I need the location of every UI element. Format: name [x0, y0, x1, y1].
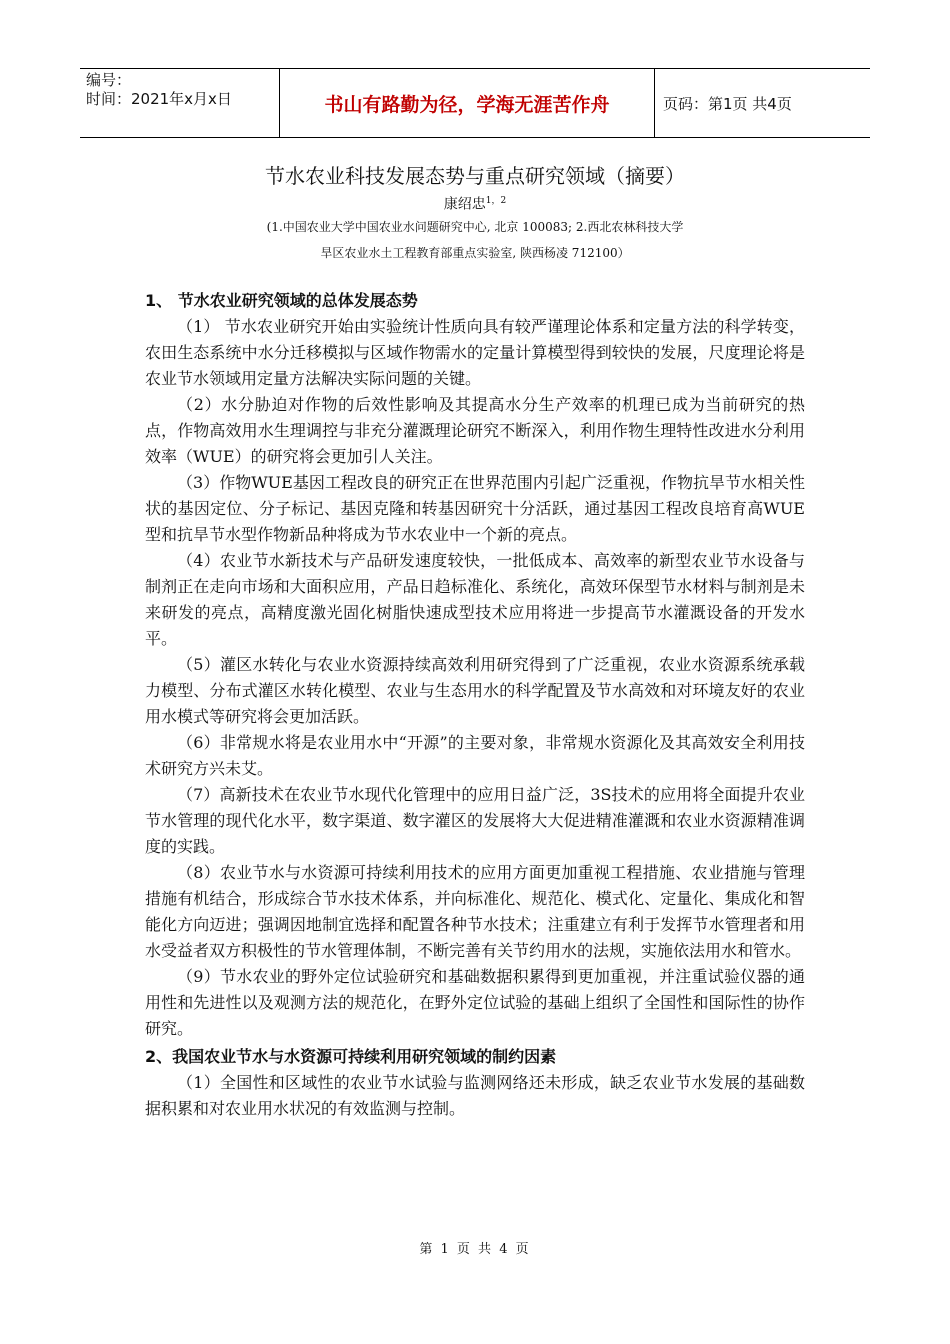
section-1-heading: 1、 节水农业研究领域的总体发展态势	[145, 291, 418, 310]
header-page-label: 页码：第1页 共4页	[663, 94, 792, 113]
paragraph: （5）灌区水转化与农业水资源持续高效利用研究得到了广泛重视，农业水资源系统承载力模型、分布式灌区水转化模型、农业与生态用水的科学配置及节水高效和对环境友好的农业用水模式等研究将会更加活跃。	[145, 655, 805, 726]
header-meta	[80, 69, 280, 137]
section-2-heading: 2、我国农业节水与水资源可持续利用研究领域的制约因素	[145, 1047, 557, 1066]
header-motto: 书山有路勤为径，学海无涯苦作舟	[280, 69, 655, 137]
paragraph: （3）作物WUE基因工程改良的研究正在世界范围内引起广泛重视，作物抗旱节水相关性状的基因定位、分子标记、基因克隆和转基因研究十分活跃，通过基因工程改良培育高WUE型和抗旱节水型作物新品种将成为节水农业中一个新的亮点。	[145, 473, 805, 544]
paragraph: （6）非常规水将是农业用水中“开源”的主要对象，非常规水资源化及其高效安全利用技术研究方兴未艾。	[145, 733, 805, 778]
paragraph: （9）节水农业的野外定位试验研究和基础数据积累得到更加重视，并注重试验仪器的通用性和先进性以及观测方法的规范化，在野外定位试验的基础上组织了全国性和国际性的协作研究。	[145, 967, 805, 1038]
paragraph: （7）高新技术在农业节水现代化管理中的应用日益广泛，3S技术的应用将全面提升农业节水管理的现代化水平，数字渠道、数字灌区的发展将大大促进精准灌溉和农业水资源精准调度的实践。	[145, 785, 805, 856]
paragraph: （8）农业节水与水资源可持续利用技术的应用方面更加重视工程措施、农业措施与管理措施有机结合，形成综合节水技术体系，并向标准化、规范化、模式化、定量化、集成化和智能化方向迈进；强调因地制宜选择和配置各种节水技术；注重建立有利于发挥节水管理者和用水受益者双方积极性的节水管理体制，不断完善有关节约用水的法规，实施依法用水和管水。	[145, 863, 805, 960]
document-body	[145, 284, 805, 1122]
affiliation-line-1: (1.中国农业大学中国农业水问题研究中心, 北京 100083; 2.西北农林科技大学	[266, 220, 684, 234]
author-name: 康绍忠	[443, 196, 486, 213]
paragraph: （4）农业节水新技术与产品研发速度较快，一批低成本、高效率的新型农业节水设备与制剂正在走向市场和大面积应用，产品日趋标准化、系统化，高效环保型节水材料与制剂是未来研发的亮点，高精度激光固化树脂快速成型技术应用将进一步提高节水灌溉设备的开发水平。	[145, 551, 805, 648]
page-footer: 第 1 页 共 4 页	[419, 1242, 531, 1257]
affiliation-line-2: 旱区农业水土工程教育部重点实验室, 陕西杨凌 712100）	[320, 246, 630, 260]
paragraph: （1）全国性和区域性的农业节水试验与监测网络还未形成，缺乏农业节水发展的基础数据积累和对农业用水状况的有效监测与控制。	[145, 1073, 805, 1118]
paragraph: （1） 节水农业研究开始由实验统计性质向具有较严谨理论体系和定量方法的科学转变，农田生态系统中水分迁移模拟与区域作物需水的定量计算模型得到较快的发展，尺度理论将是农业节水领域用定量方法解决实际问题的关键。	[145, 317, 805, 388]
author-line	[0, 193, 950, 214]
page-header	[80, 68, 870, 138]
document-date-label: 时间：2021年x月x日	[86, 90, 232, 108]
document-title: 节水农业科技发展态势与重点研究领域（摘要）	[265, 164, 685, 188]
document-number-label: 编号：	[86, 71, 132, 89]
author-superscript: 1，2	[485, 196, 507, 206]
paragraph: （2）水分胁迫对作物的后效性影响及其提高水分生产效率的机理已成为当前研究的热点，作物高效用水生理调控与非充分灌溉理论研究不断深入，利用作物生理特性改进水分利用效率（WUE）的研究将会更加引人关注。	[145, 395, 805, 466]
